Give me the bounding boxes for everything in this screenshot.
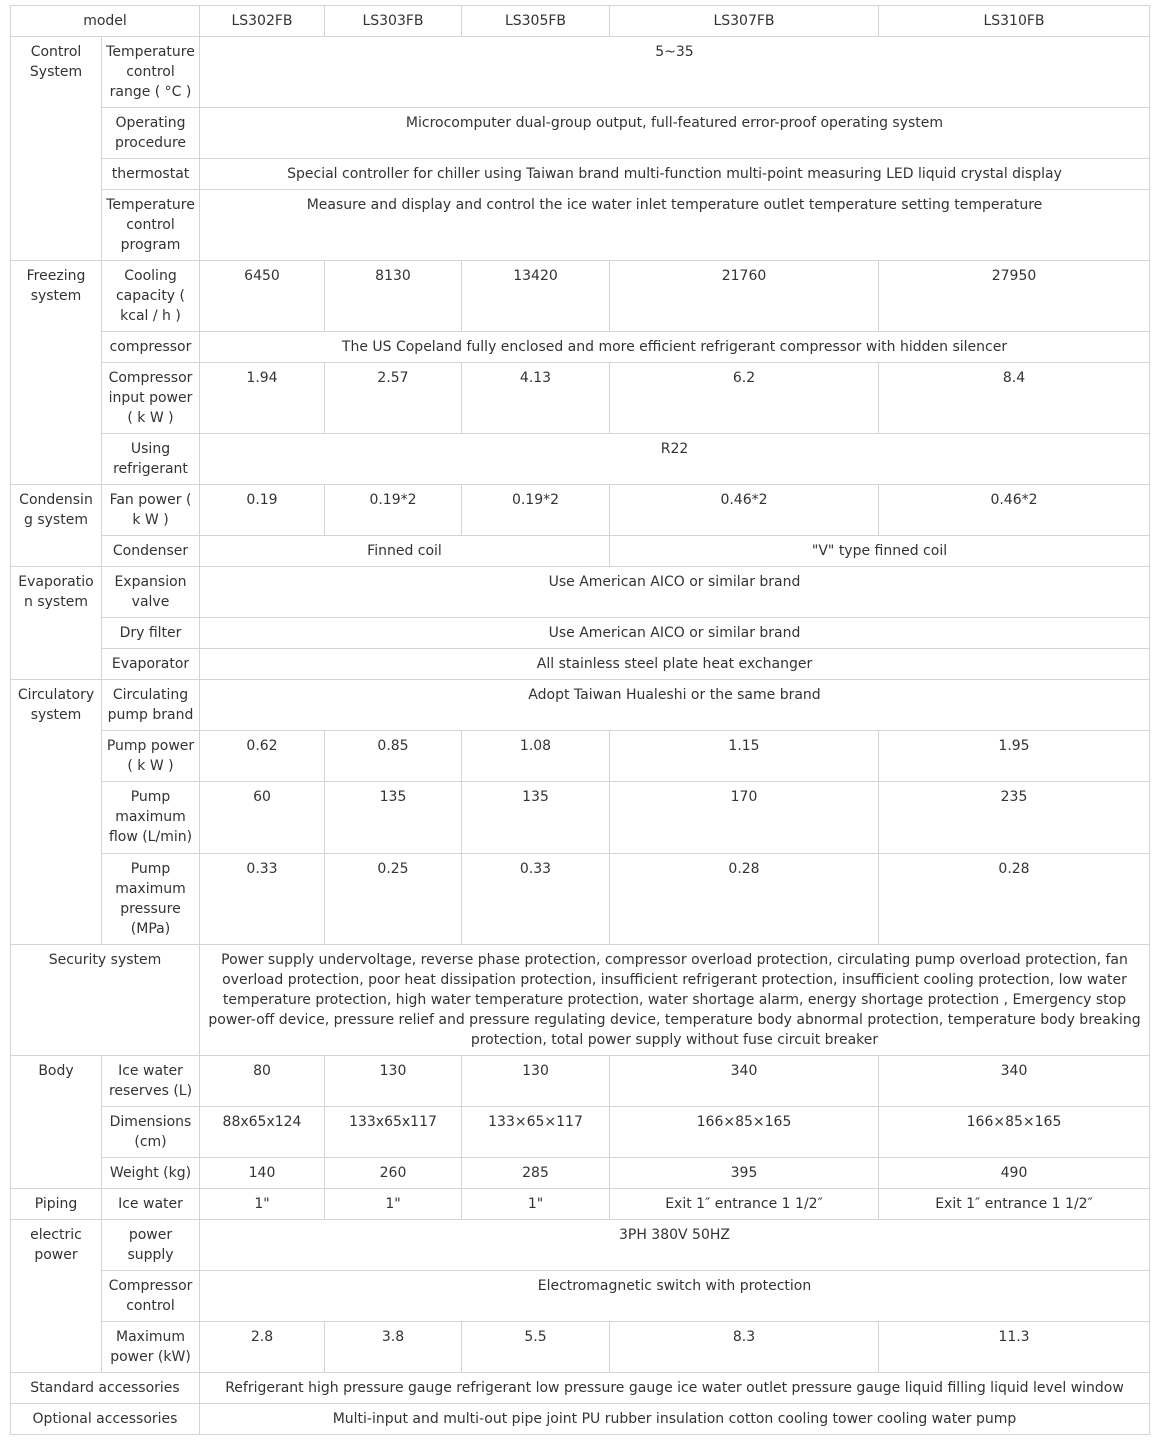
cell-value: Refrigerant high pressure gauge refrigerant low pressure gauge ice water outlet pressure gauge liquid filling liquid level window xyxy=(200,1372,1150,1403)
cell-value: 27950 xyxy=(879,261,1150,332)
group-label-piping: Piping xyxy=(11,1188,102,1219)
header-row xyxy=(11,6,1150,37)
table-row xyxy=(11,485,1150,536)
cell-value: 0.33 xyxy=(200,853,325,944)
cell-value: 0.28 xyxy=(879,853,1150,944)
cell-value: 3.8 xyxy=(325,1321,462,1372)
table-row xyxy=(11,536,1150,567)
table-row xyxy=(11,1321,1150,1372)
cell-value: 8.4 xyxy=(879,363,1150,434)
table-row xyxy=(11,332,1150,363)
table-row xyxy=(11,618,1150,649)
cell-value: Electromagnetic switch with protection xyxy=(200,1270,1150,1321)
table-row xyxy=(11,1403,1150,1434)
cell-value: 0.85 xyxy=(325,731,462,782)
cell-value: 21760 xyxy=(610,261,879,332)
row-label: Dry filter xyxy=(102,618,200,649)
cell-value: Measure and display and control the ice water inlet temperature outlet temperature setting temperature xyxy=(200,190,1150,261)
row-label: Compressor input power ( k W ) xyxy=(102,363,200,434)
table-row xyxy=(11,567,1150,618)
row-label: Ice water xyxy=(102,1188,200,1219)
row-label: Pump maximum pressure (MPa) xyxy=(102,853,200,944)
cell-value: 0.19*2 xyxy=(462,485,610,536)
table-row xyxy=(11,1372,1150,1403)
table-row xyxy=(11,434,1150,485)
row-label: Circulating pump brand xyxy=(102,680,200,731)
row-label: Pump maximum flow (L/min) xyxy=(102,782,200,853)
row-label: power supply xyxy=(102,1219,200,1270)
header-model-label: model xyxy=(11,6,200,37)
cell-value: 3PH 380V 50HZ xyxy=(200,1219,1150,1270)
cell-value: 1.15 xyxy=(610,731,879,782)
table-row xyxy=(11,261,1150,332)
cell-value: 1" xyxy=(325,1188,462,1219)
cell-value: 2.57 xyxy=(325,363,462,434)
cell-value: R22 xyxy=(200,434,1150,485)
cell-value: 1" xyxy=(200,1188,325,1219)
group-label-optional-accessories: Optional accessories xyxy=(11,1403,200,1434)
cell-value: 1" xyxy=(462,1188,610,1219)
cell-value: 2.8 xyxy=(200,1321,325,1372)
header-model: LS305FB xyxy=(462,6,610,37)
row-label: Compressor control xyxy=(102,1270,200,1321)
cell-value: 1.08 xyxy=(462,731,610,782)
cell-value: 285 xyxy=(462,1157,610,1188)
row-label: Evaporator xyxy=(102,649,200,680)
row-label: Operating procedure xyxy=(102,108,200,159)
cell-value: 135 xyxy=(325,782,462,853)
spec-table xyxy=(10,5,1150,1435)
cell-value: 0.19 xyxy=(200,485,325,536)
cell-value: 5~35 xyxy=(200,37,1150,108)
cell-value: 8130 xyxy=(325,261,462,332)
cell-value: All stainless steel plate heat exchanger xyxy=(200,649,1150,680)
table-row xyxy=(11,853,1150,944)
cell-value: Use American AICO or similar brand xyxy=(200,618,1150,649)
cell-value: 5.5 xyxy=(462,1321,610,1372)
cell-value: 130 xyxy=(462,1055,610,1106)
cell-value: 166×85×165 xyxy=(610,1106,879,1157)
cell-value: 130 xyxy=(325,1055,462,1106)
table-row xyxy=(11,680,1150,731)
cell-value: 13420 xyxy=(462,261,610,332)
cell-value: 1.94 xyxy=(200,363,325,434)
cell-value: 0.25 xyxy=(325,853,462,944)
cell-value: 0.28 xyxy=(610,853,879,944)
row-label: Expansion valve xyxy=(102,567,200,618)
row-label: Pump power ( k W ) xyxy=(102,731,200,782)
header-model: LS302FB xyxy=(200,6,325,37)
table-row xyxy=(11,1270,1150,1321)
cell-value: 340 xyxy=(879,1055,1150,1106)
group-label-freezing: Freezing system xyxy=(11,261,102,485)
cell-value: Exit 1″ entrance 1 1/2″ xyxy=(610,1188,879,1219)
group-label-evaporation: Evaporation system xyxy=(11,567,102,680)
table-row xyxy=(11,1106,1150,1157)
group-label-control: Control System xyxy=(11,37,102,261)
cell-value: 80 xyxy=(200,1055,325,1106)
cell-value: 166×85×165 xyxy=(879,1106,1150,1157)
table-row xyxy=(11,944,1150,1055)
group-label-circulatory: Circulatory system xyxy=(11,680,102,944)
table-row xyxy=(11,37,1150,108)
cell-value: Adopt Taiwan Hualeshi or the same brand xyxy=(200,680,1150,731)
row-label: Temperature control range ( °C ) xyxy=(102,37,200,108)
row-label: Ice water reserves (L) xyxy=(102,1055,200,1106)
cell-value: Use American AICO or similar brand xyxy=(200,567,1150,618)
header-model: LS307FB xyxy=(610,6,879,37)
cell-value: 140 xyxy=(200,1157,325,1188)
cell-value: 0.33 xyxy=(462,853,610,944)
cell-value: The US Copeland fully enclosed and more efficient refrigerant compressor with hidden silencer xyxy=(200,332,1150,363)
cell-value: 0.62 xyxy=(200,731,325,782)
cell-value: 133×65×117 xyxy=(462,1106,610,1157)
table-row xyxy=(11,108,1150,159)
group-label-standard-accessories: Standard accessories xyxy=(11,1372,200,1403)
cell-value: 11.3 xyxy=(879,1321,1150,1372)
cell-value: 60 xyxy=(200,782,325,853)
cell-value: 490 xyxy=(879,1157,1150,1188)
table-row xyxy=(11,1219,1150,1270)
cell-value: Special controller for chiller using Taiwan brand multi-function multi-point measuring LED liquid crystal display xyxy=(200,159,1150,190)
cell-value: Power supply undervoltage, reverse phase protection, compressor overload protection, circulating pump overload protection, fan overload protection, poor heat dissipation protection, insufficient refrigerant protection, insufficient cooling protection, low water temperature protection, high water temperature protection, water shortage alarm, energy shortage protection , Emergency stop power-off device, pressure relief and pressure regulating device, temperature body abnormal protection, temperature body breaking protection, total power supply without fuse circuit breaker xyxy=(200,944,1150,1055)
cell-value: 340 xyxy=(610,1055,879,1106)
table-row xyxy=(11,363,1150,434)
cell-value: Microcomputer dual-group output, full-featured error-proof operating system xyxy=(200,108,1150,159)
group-label-electric: electric power xyxy=(11,1219,102,1372)
group-label-security: Security system xyxy=(11,944,200,1055)
row-label: Using refrigerant xyxy=(102,434,200,485)
row-label: Cooling capacity ( kcal / h ) xyxy=(102,261,200,332)
cell-value: 1.95 xyxy=(879,731,1150,782)
table-row xyxy=(11,1157,1150,1188)
row-label: Condenser xyxy=(102,536,200,567)
table-row xyxy=(11,731,1150,782)
cell-value: Multi-input and multi-out pipe joint PU rubber insulation cotton cooling tower cooling water pump xyxy=(200,1403,1150,1434)
cell-value: Finned coil xyxy=(200,536,610,567)
row-label: Temperature control program xyxy=(102,190,200,261)
table-row xyxy=(11,649,1150,680)
table-row xyxy=(11,1055,1150,1106)
table-row xyxy=(11,1188,1150,1219)
cell-value: 88x65x124 xyxy=(200,1106,325,1157)
group-label-condensing: Condensing system xyxy=(11,485,102,567)
row-label: Fan power ( k W ) xyxy=(102,485,200,536)
row-label: compressor xyxy=(102,332,200,363)
row-label: Dimensions (cm) xyxy=(102,1106,200,1157)
row-label: Weight (kg) xyxy=(102,1157,200,1188)
cell-value: 6.2 xyxy=(610,363,879,434)
cell-value: 6450 xyxy=(200,261,325,332)
cell-value: 0.19*2 xyxy=(325,485,462,536)
cell-value: Exit 1″ entrance 1 1/2″ xyxy=(879,1188,1150,1219)
cell-value: 0.46*2 xyxy=(610,485,879,536)
cell-value: "V" type finned coil xyxy=(610,536,1150,567)
cell-value: 170 xyxy=(610,782,879,853)
group-label-body: Body xyxy=(11,1055,102,1188)
cell-value: 395 xyxy=(610,1157,879,1188)
cell-value: 135 xyxy=(462,782,610,853)
cell-value: 8.3 xyxy=(610,1321,879,1372)
header-model: LS303FB xyxy=(325,6,462,37)
table-row xyxy=(11,190,1150,261)
cell-value: 260 xyxy=(325,1157,462,1188)
cell-value: 4.13 xyxy=(462,363,610,434)
cell-value: 0.46*2 xyxy=(879,485,1150,536)
cell-value: 133x65x117 xyxy=(325,1106,462,1157)
table-row xyxy=(11,782,1150,853)
row-label: thermostat xyxy=(102,159,200,190)
table-row xyxy=(11,159,1150,190)
cell-value: 235 xyxy=(879,782,1150,853)
header-model: LS310FB xyxy=(879,6,1150,37)
row-label: Maximum power (kW) xyxy=(102,1321,200,1372)
